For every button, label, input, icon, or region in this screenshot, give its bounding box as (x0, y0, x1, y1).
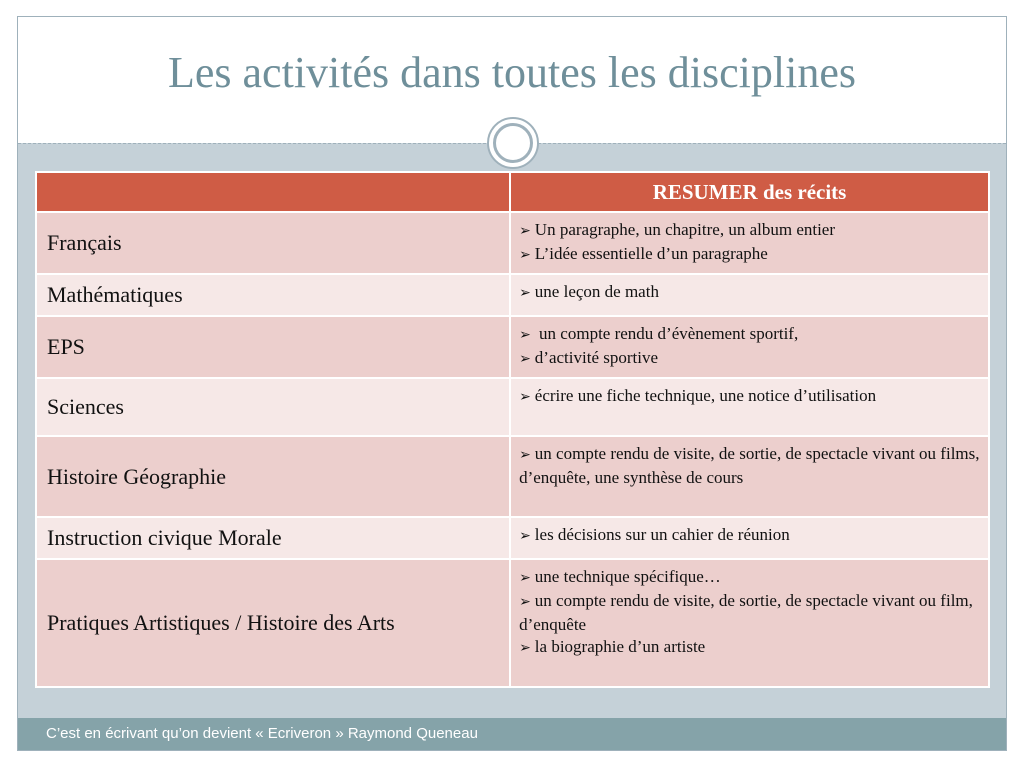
table-row (36, 212, 989, 274)
list-item-text: les décisions sur un cahier de réunion (534, 525, 790, 544)
subject-cell: Histoire Géographie (36, 436, 510, 517)
list-item-text: un compte rendu de visite, de sortie, de spectacle vivant ou film, d’enquête (519, 591, 973, 634)
table-row (36, 436, 989, 517)
arrow-bullet-icon: ➢ (519, 641, 531, 656)
list-item-text: un compte rendu de visite, de sortie, de spectacle vivant ou films, d’enquête, une synthèse de cours (519, 444, 980, 487)
arrow-bullet-icon: ➢ (519, 529, 531, 544)
list-item (519, 566, 980, 590)
list-item-text: une leçon de math (534, 282, 659, 301)
arrow-bullet-icon: ➢ (519, 352, 531, 367)
list-item (519, 281, 980, 305)
list-item-text: d’activité sportive (534, 348, 659, 367)
subject-cell: Pratiques Artistiques / Histoire des Arts (36, 559, 510, 687)
slide-title: Les activités dans toutes les disciplines (168, 48, 856, 97)
arrow-bullet-icon: ➢ (519, 224, 531, 239)
subject-cell: Français (36, 212, 510, 274)
table-header-row (36, 172, 989, 212)
activities-cell (510, 212, 989, 274)
list-item (519, 590, 980, 636)
arrow-bullet-icon: ➢ (519, 248, 531, 263)
subject-cell: Mathématiques (36, 274, 510, 316)
slide-footer (18, 718, 1006, 750)
subject-cell: Instruction civique Morale (36, 517, 510, 559)
activities-cell (510, 274, 989, 316)
table-row (36, 559, 989, 687)
activities-cell (510, 316, 989, 378)
table-row (36, 378, 989, 436)
circle-ornament-inner (493, 123, 533, 163)
subject-cell: Sciences (36, 378, 510, 436)
list-item (519, 524, 980, 548)
slide (17, 16, 1007, 751)
table-row (36, 517, 989, 559)
list-item (519, 443, 980, 489)
list-item-text: écrire une fiche technique, une notice d’utilisation (534, 386, 877, 405)
list-item-text: L’idée essentielle d’un paragraphe (534, 244, 768, 263)
arrow-bullet-icon: ➢ (519, 328, 531, 343)
disciplines-table (35, 171, 990, 688)
subject-cell: EPS (36, 316, 510, 378)
table-row (36, 274, 989, 316)
arrow-bullet-icon: ➢ (519, 571, 531, 586)
activities-cell (510, 378, 989, 436)
arrow-bullet-icon: ➢ (519, 448, 531, 463)
list-item-text: la biographie d’un artiste (534, 637, 706, 656)
arrow-bullet-icon: ➢ (519, 390, 531, 405)
list-item (519, 636, 980, 660)
header-left-cell (36, 172, 510, 212)
list-item (519, 219, 980, 243)
activities-cell (510, 559, 989, 687)
header-right-cell: RESUMER des récits (510, 172, 989, 212)
list-item-text: une technique spécifique… (534, 567, 721, 586)
table-row (36, 316, 989, 378)
arrow-bullet-icon: ➢ (519, 595, 531, 610)
arrow-bullet-icon: ➢ (519, 286, 531, 301)
footer-quote: C’est en écrivant qu’on devient « Ecriveron » Raymond Queneau (46, 725, 478, 742)
activities-cell (510, 436, 989, 517)
list-item-text: Un paragraphe, un chapitre, un album entier (534, 220, 836, 239)
list-item (519, 243, 980, 267)
list-item-text: un compte rendu d’évènement sportif, (534, 324, 799, 343)
list-item (519, 323, 980, 347)
list-item (519, 385, 980, 409)
circle-ornament-icon (487, 117, 539, 169)
list-item (519, 347, 980, 371)
activities-cell (510, 517, 989, 559)
